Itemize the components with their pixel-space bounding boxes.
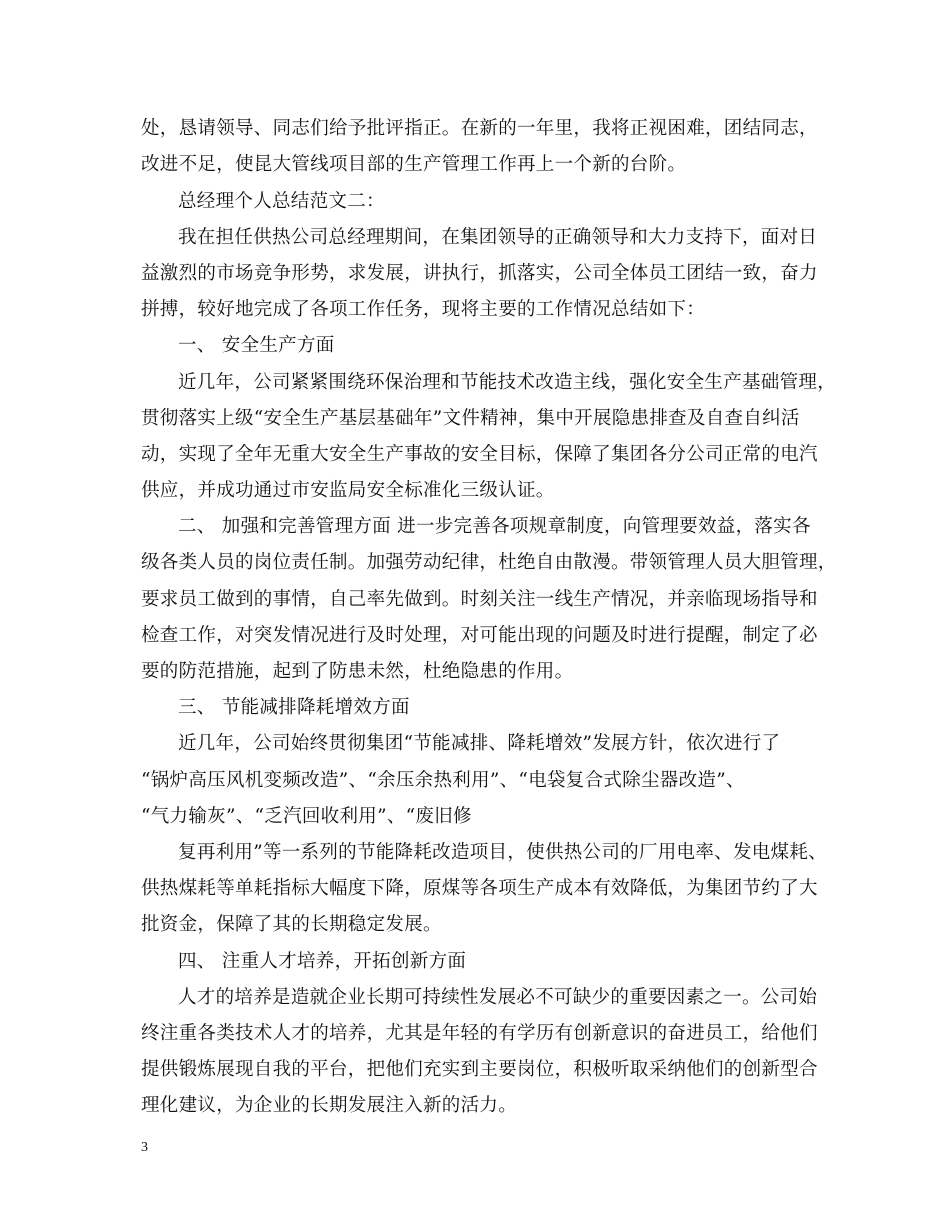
text-line: 要的防范措施，起到了防患未然，杜绝隐患的作用。 xyxy=(141,661,574,682)
text-line: 贯彻落实上级“安全生产基层基础年”文件精神，集中开展隐患排查及自查自纠活 xyxy=(141,408,800,429)
section-heading: 三、 节能减排降耗增效方面 xyxy=(178,697,410,718)
text-line: 复再利用”等一系列的节能降耗改造项目，使供热公司的厂用电率、发电煤耗、 xyxy=(178,842,827,863)
section-heading: 一、 安全生产方面 xyxy=(178,335,335,356)
text-line: “锅炉高压风机变频改造”、“余压余热利用”、“电袋复合式除尘器改造”、 xyxy=(141,770,745,791)
text-line: “气力输灰”、“乏汽回收利用”、“废旧修 xyxy=(141,806,472,827)
text-line: 我在担任供热公司总经理期间，在集团领导的正确领导和大力支持下，面对日 xyxy=(178,227,818,248)
text-line: 动，实现了全年无重大安全生产事故的安全目标，保障了集团各分公司正常的电汽 xyxy=(141,444,818,465)
text-line: 拼搏，较好地完成了各项工作任务，现将主要的工作情况总结如下： xyxy=(141,299,706,320)
text-line: 人才的培养是造就企业长期可持续性发展必不可缺少的重要因素之一。公司始 xyxy=(178,987,818,1008)
text-line: 供热煤耗等单耗指标大幅度下降，原煤等各项生产成本有效降低，为集团节约了大 xyxy=(141,878,818,899)
text-line: 级各类人员的岗位责任制。加强劳动纪律，杜绝自由散漫。带领管理人员大胆管理， xyxy=(141,552,837,573)
section-heading: 总经理个人总结范文二： xyxy=(178,191,385,212)
text-line: 检查工作，对突发情况进行及时处理，对可能出现的问题及时进行提醒，制定了必 xyxy=(141,625,818,646)
text-line: 近几年，公司紧紧围绕环保治理和节能技术改造主线，强化安全生产基础管理， xyxy=(178,372,837,393)
text-line: 理化建议，为企业的长期发展注入新的活力。 xyxy=(141,1095,518,1116)
text-line: 近几年，公司始终贯彻集团“节能减排、降耗增效”发展方针，依次进行了 xyxy=(178,733,781,754)
text-line: 处，恳请领导、同志们给予批评指正。在新的一年里，我将正视困难，团结同志， xyxy=(141,118,818,139)
page-number: 3 xyxy=(141,1140,148,1155)
text-line: 供应，并成功通过市安监局安全标准化三级认证。 xyxy=(141,480,555,501)
text-line: 益激烈的市场竞争形势，求发展，讲执行，抓落实，公司全体员工团结一致，奋力 xyxy=(141,263,818,284)
section-heading: 二、 加强和完善管理方面 进一步完善各项规章制度，向管理要效益，落实各 xyxy=(178,516,811,537)
text-line: 终注重各类技术人才的培养，尤其是年轻的有学历有创新意识的奋进员工，给他们 xyxy=(141,1023,818,1044)
text-line: 要求员工做到的事情，自己率先做到。时刻关注一线生产情况，并亲临现场指导和 xyxy=(141,589,818,610)
text-line: 改进不足，使昆大管线项目部的生产管理工作再上一个新的台阶。 xyxy=(141,154,687,175)
section-heading: 四、 注重人才培养，开拓创新方面 xyxy=(178,951,467,972)
text-line: 提供锻炼展现自我的平台，把他们充实到主要岗位，积极听取采纳他们的创新型合 xyxy=(141,1059,818,1080)
text-line: 批资金，保障了其的长期稳定发展。 xyxy=(141,914,442,935)
